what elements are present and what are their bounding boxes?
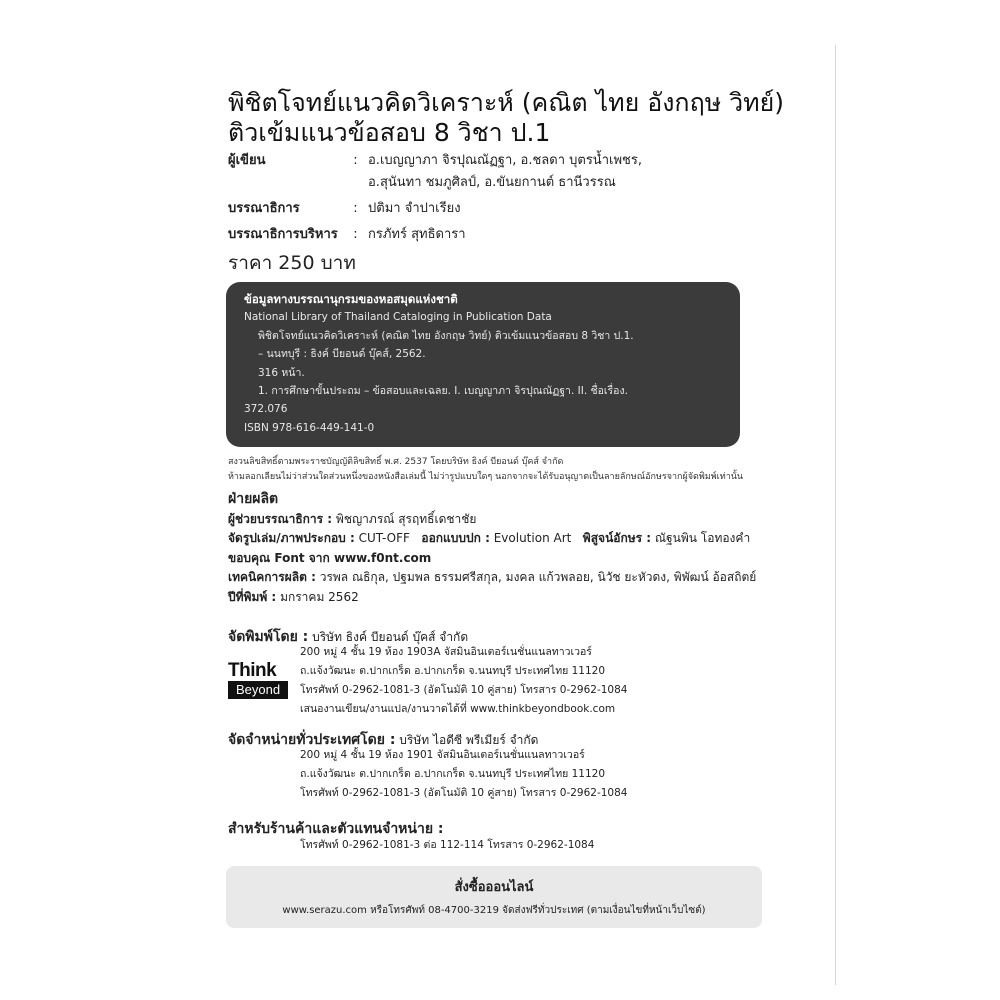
proof-value: ณัฐนพิน โอทองคำ [654, 531, 751, 545]
think-beyond-logo [228, 660, 290, 700]
tech-row [228, 568, 756, 588]
order-heading: สั่งซื้อออนไลน์ [454, 880, 534, 895]
cip-line5: 372.076 [244, 403, 288, 416]
order-online-box [226, 866, 762, 928]
distributor-addr1: 200 หมู่ 4 ชั้น 19 ห้อง 1901 จัสมินอินเตอร์เนชั่นแนลทาวเวอร์ [300, 749, 585, 761]
cip-line3: 316 หน้า. [258, 366, 305, 379]
layout-value: CUT-OFF [358, 531, 410, 545]
book-title [228, 88, 784, 148]
cip-heading: ข้อมูลทางบรรณานุกรมของหอสมุดแห่งชาติ [244, 292, 458, 306]
exec-editor-row [228, 224, 642, 246]
publisher-name: บริษัท ธิงค์ บียอนด์ บุ๊คส์ จำกัด [312, 630, 469, 644]
exec-editor-label: บรรณาธิการบริหาร [228, 227, 338, 242]
asst-editor-value: พิชญาภรณ์ สุรฤทธิ์เดชาชัย [335, 511, 477, 526]
asst-editor-row [228, 510, 756, 530]
cover-value: Evolution Art [493, 531, 572, 545]
editor-label: บรรณาธิการ [228, 201, 300, 216]
colon: : [353, 201, 358, 216]
exec-editor-value: กรภัทร์ สุทธิดารา [368, 227, 466, 242]
shops-phone: โทรศัพท์ 0-2962-1081-3 ต่อ 112-114 โทรสาร 0-2962-1084 [300, 839, 595, 851]
asst-editor-label: ผู้ช่วยบรรณาธิการ : [228, 511, 333, 526]
production-block [228, 490, 756, 607]
editor-value: ปติมา จำปาเรียง [368, 201, 461, 216]
tech-value: วรพล ณธิกุล, ปฐมพล ธรรมศรีสกุล, มงคล แก้วพลอย, นิวัช ยะหัวดง, พิพัฒน์ อ้อสถิตย์ [319, 570, 757, 584]
price: ราคา 250 บาท [228, 252, 356, 274]
authors-label: ผู้เขียน [228, 153, 266, 168]
logo-beyond-text: Beyond [228, 681, 288, 699]
distributor-addr2: ถ.แจ้งวัฒนะ ต.ปากเกร็ด อ.ปากเกร็ด จ.นนทบุรี ประเทศไทย 11120 [300, 768, 606, 780]
distributor-label: จัดจำหน่ายทั่วประเทศโดย : [228, 732, 396, 748]
book-title-line1: พิชิตโจทย์แนวคิดวิเคราะห์ (คณิต ไทย อังกฤษ วิทย์) [228, 88, 785, 117]
colon: : [353, 227, 358, 242]
layout-label: จัดรูปเล่ม/ภาพประกอบ : [228, 531, 355, 545]
cip-line1: พิชิตโจทย์แนวคิดวิเคราะห์ (คณิต ไทย อังกฤษ วิทย์) ติวเข้มแนวข้อสอบ 8 วิชา ป.1. [258, 329, 634, 342]
colon: : [353, 153, 358, 168]
distributor-name: บริษัท ไอดีซี พรีเมียร์ จำกัด [399, 733, 539, 747]
year-row [228, 588, 756, 608]
publisher-address [300, 643, 627, 719]
order-line: www.serazu.com หรือโทรศัพท์ 08-4700-3219 จัดส่งฟรีทั่วประเทศ (ตามเงื่อนไขที่หน้าเว็บไซต์) [282, 905, 706, 916]
shops-heading: สำหรับร้านค้าและตัวแทนจำหน่าย : [228, 821, 444, 837]
authors-line1: อ.เบญญาภา จิรปุณณัฏฐา, อ.ชลดา บุตรน้ำเพชร, [368, 153, 642, 168]
year-label: ปีที่พิมพ์ : [228, 589, 277, 604]
publisher-submit: เสนองานเขียน/งานแปล/งานวาดได้ที่ www.thinkbeyondbook.com [300, 703, 616, 715]
publisher-label: จัดพิมพ์โดย : [228, 629, 309, 645]
cip-box [226, 282, 740, 447]
authors-value [368, 150, 642, 194]
publisher-phone: โทรศัพท์ 0-2962-1081-3 (อัตโนมัติ 10 คู่สาย) โทรสาร 0-2962-1084 [300, 684, 628, 696]
copyright-line2: ห้ามลอกเลียนไม่ว่าส่วนใดส่วนหนึ่งของหนังสือเล่มนี้ ไม่ว่ารูปแบบใดๆ นอกจากจะได้รับอนุญาตเป็นลายลักษณ์อักษรจากผู้จัดพิมพ์เท่านั้น [228, 472, 744, 482]
production-heading: ฝ่ายผลิต [228, 491, 279, 507]
year-value: มกราคม 2562 [280, 589, 359, 604]
logo-think-text: Think [228, 660, 277, 681]
authors-row [228, 150, 642, 194]
cip-line2: – นนทบุรี : ธิงค์ บียอนด์ บุ๊คส์, 2562. [258, 348, 426, 361]
cover-label: ออกแบบปก : [421, 531, 490, 545]
copyright-notice [228, 455, 743, 485]
layout-row [228, 529, 756, 549]
distributor-phone: โทรศัพท์ 0-2962-1081-3 (อัตโนมัติ 10 คู่สาย) โทรสาร 0-2962-1084 [300, 787, 628, 799]
font-thanks-text: ขอบคุณ Font จาก www.f0nt.com [228, 550, 432, 565]
publisher-addr1: 200 หมู่ 4 ชั้น 19 ห้อง 1903A จัสมินอินเตอร์เนชั่นแนลทาวเวอร์ [300, 646, 592, 658]
distributor-address [300, 746, 627, 803]
publisher-addr2: ถ.แจ้งวัฒนะ ต.ปากเกร็ด อ.ปากเกร็ด จ.นนทบุรี ประเทศไทย 11120 [300, 665, 606, 677]
font-thanks [228, 549, 756, 569]
cip-isbn: ISBN 978-616-449-141-0 [244, 421, 375, 434]
proof-label: พิสูจน์อักษร : [582, 531, 652, 545]
book-title-line2: ติวเข้มแนวข้อสอบ 8 วิชา ป.1 [228, 118, 551, 147]
cip-heading-en: National Library of Thailand Cataloging in Publication Data [244, 311, 552, 324]
credits-block [228, 150, 642, 246]
copyright-line1: สงวนลิขสิทธิ์ตามพระราชบัญญัติลิขสิทธิ์ พ.ศ. 2537 โดยบริษัท ธิงค์ บียอนด์ บุ๊คส์ จำกัด [228, 457, 564, 467]
cip-line4: 1. การศึกษาขั้นประถม – ข้อสอบและเฉลย. I. เบญญาภา จิรปุณณัฏฐา. II. ชื่อเรื่อง. [258, 385, 628, 398]
tech-label: เทคนิคการผลิต : [228, 570, 316, 584]
editor-row [228, 198, 642, 220]
page-edge-divider [835, 45, 836, 985]
authors-line2: อ.สุนันทา ชมภูศิลป์, อ.ขันยกานต์ ธานีวรรณ [368, 175, 616, 190]
